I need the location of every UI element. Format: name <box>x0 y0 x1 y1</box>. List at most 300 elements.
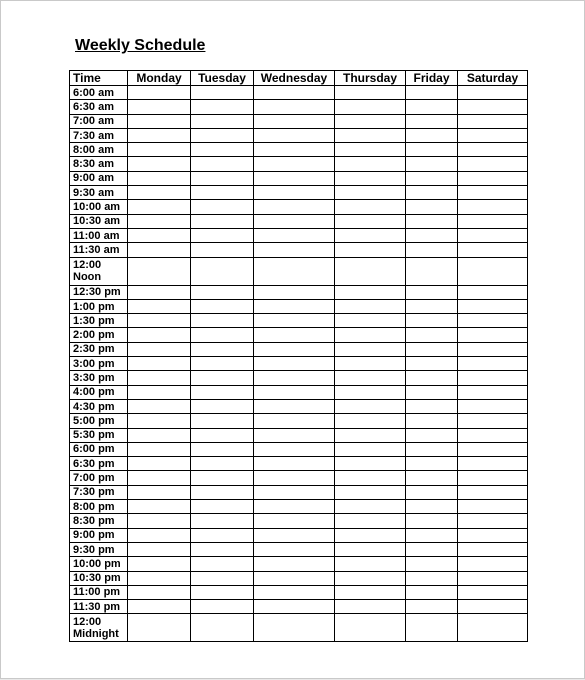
time-slot-text: 9:30 am <box>73 186 114 199</box>
table-row <box>70 557 528 571</box>
schedule-cell-thursday[interactable] <box>335 585 406 599</box>
schedule-cell-tuesday[interactable] <box>191 371 254 385</box>
column-header-tuesday: Tuesday <box>191 71 254 86</box>
schedule-cell-friday[interactable] <box>406 385 458 399</box>
schedule-cell-saturday[interactable] <box>458 428 528 442</box>
table-row <box>70 414 528 428</box>
schedule-cell-wednesday[interactable] <box>254 128 335 142</box>
schedule-cell-tuesday[interactable] <box>191 257 254 285</box>
column-header-time: Time <box>70 71 128 86</box>
schedule-cell-saturday[interactable] <box>458 485 528 499</box>
table-row <box>70 143 528 157</box>
schedule-cell-saturday[interactable] <box>458 299 528 313</box>
time-slot-label <box>70 157 128 171</box>
schedule-cell-monday[interactable] <box>128 557 191 571</box>
time-slot-text: 10:30 pm <box>73 572 121 585</box>
table-row <box>70 214 528 228</box>
table-row <box>70 285 528 299</box>
schedule-cell-monday[interactable] <box>128 585 191 599</box>
schedule-cell-thursday[interactable] <box>335 414 406 428</box>
schedule-cell-saturday[interactable] <box>458 571 528 585</box>
schedule-cell-tuesday[interactable] <box>191 299 254 313</box>
schedule-cell-tuesday[interactable] <box>191 186 254 200</box>
schedule-cell-wednesday[interactable] <box>254 214 335 228</box>
schedule-cell-friday[interactable] <box>406 500 458 514</box>
schedule-cell-saturday[interactable] <box>458 171 528 185</box>
schedule-cell-tuesday[interactable] <box>191 228 254 242</box>
schedule-cell-saturday[interactable] <box>458 100 528 114</box>
table-row <box>70 514 528 528</box>
schedule-cell-wednesday[interactable] <box>254 285 335 299</box>
schedule-cell-saturday[interactable] <box>458 86 528 100</box>
table-row <box>70 342 528 356</box>
schedule-cell-friday[interactable] <box>406 485 458 499</box>
schedule-cell-thursday[interactable] <box>335 457 406 471</box>
time-slot-text: 8:00 am <box>73 143 114 156</box>
time-slot-label <box>70 542 128 556</box>
time-slot-label <box>70 614 128 642</box>
time-slot-label <box>70 143 128 157</box>
time-slot-label <box>70 114 128 128</box>
time-slot-label <box>70 314 128 328</box>
schedule-cell-friday[interactable] <box>406 214 458 228</box>
schedule-cell-wednesday[interactable] <box>254 228 335 242</box>
time-slot-label <box>70 485 128 499</box>
time-slot-text: 7:30 am <box>73 129 114 142</box>
schedule-cell-friday[interactable] <box>406 428 458 442</box>
schedule-cell-friday[interactable] <box>406 243 458 257</box>
schedule-cell-tuesday[interactable] <box>191 399 254 413</box>
schedule-cell-thursday[interactable] <box>335 371 406 385</box>
schedule-cell-friday[interactable] <box>406 514 458 528</box>
schedule-cell-wednesday[interactable] <box>254 428 335 442</box>
schedule-cell-saturday[interactable] <box>458 500 528 514</box>
time-slot-label <box>70 385 128 399</box>
schedule-cell-monday[interactable] <box>128 86 191 100</box>
schedule-cell-saturday[interactable] <box>458 471 528 485</box>
schedule-cell-saturday[interactable] <box>458 328 528 342</box>
schedule-cell-saturday[interactable] <box>458 243 528 257</box>
schedule-cell-tuesday[interactable] <box>191 243 254 257</box>
time-slot-label <box>70 500 128 514</box>
time-slot-label <box>70 414 128 428</box>
time-slot-label <box>70 243 128 257</box>
schedule-cell-friday[interactable] <box>406 342 458 356</box>
time-slot-text: 10:30 am <box>73 215 121 228</box>
schedule-cell-friday[interactable] <box>406 414 458 428</box>
schedule-cell-thursday[interactable] <box>335 342 406 356</box>
schedule-cell-saturday[interactable] <box>458 214 528 228</box>
schedule-cell-friday[interactable] <box>406 114 458 128</box>
schedule-cell-wednesday[interactable] <box>254 157 335 171</box>
schedule-cell-friday[interactable] <box>406 157 458 171</box>
schedule-cell-monday[interactable] <box>128 214 191 228</box>
schedule-cell-wednesday[interactable] <box>254 243 335 257</box>
time-slot-label <box>70 442 128 456</box>
schedule-cell-monday[interactable] <box>128 514 191 528</box>
time-slot-label <box>70 371 128 385</box>
schedule-cell-wednesday[interactable] <box>254 585 335 599</box>
schedule-cell-tuesday[interactable] <box>191 100 254 114</box>
schedule-cell-monday[interactable] <box>128 114 191 128</box>
schedule-cell-saturday[interactable] <box>458 585 528 599</box>
schedule-cell-thursday[interactable] <box>335 514 406 528</box>
schedule-cell-tuesday[interactable] <box>191 342 254 356</box>
schedule-cell-friday[interactable] <box>406 186 458 200</box>
schedule-cell-monday[interactable] <box>128 571 191 585</box>
table-row <box>70 100 528 114</box>
time-slot-label <box>70 471 128 485</box>
schedule-cell-tuesday[interactable] <box>191 600 254 614</box>
schedule-cell-saturday[interactable] <box>458 314 528 328</box>
schedule-cell-friday[interactable] <box>406 614 458 642</box>
schedule-cell-wednesday[interactable] <box>254 571 335 585</box>
time-slot-label <box>70 357 128 371</box>
weekly-schedule-table <box>69 70 528 642</box>
schedule-cell-friday[interactable] <box>406 128 458 142</box>
schedule-cell-thursday[interactable] <box>335 299 406 313</box>
time-slot-label <box>70 399 128 413</box>
time-slot-text: 11:30 pm <box>73 600 121 613</box>
schedule-cell-thursday[interactable] <box>335 485 406 499</box>
schedule-cell-monday[interactable] <box>128 143 191 157</box>
schedule-cell-tuesday[interactable] <box>191 200 254 214</box>
schedule-cell-wednesday[interactable] <box>254 143 335 157</box>
time-slot-label <box>70 328 128 342</box>
time-slot-text: 6:00 am <box>73 86 114 99</box>
schedule-cell-friday[interactable] <box>406 471 458 485</box>
schedule-cell-friday[interactable] <box>406 228 458 242</box>
table-row <box>70 228 528 242</box>
schedule-cell-saturday[interactable] <box>458 285 528 299</box>
schedule-cell-thursday[interactable] <box>335 600 406 614</box>
schedule-cell-thursday[interactable] <box>335 471 406 485</box>
table-row <box>70 171 528 185</box>
schedule-cell-tuesday[interactable] <box>191 214 254 228</box>
schedule-cell-friday[interactable] <box>406 143 458 157</box>
schedule-cell-saturday[interactable] <box>458 557 528 571</box>
column-header-wednesday: Wednesday <box>254 71 335 86</box>
schedule-cell-wednesday[interactable] <box>254 257 335 285</box>
schedule-cell-monday[interactable] <box>128 542 191 556</box>
schedule-cell-wednesday[interactable] <box>254 186 335 200</box>
schedule-cell-wednesday[interactable] <box>254 385 335 399</box>
time-slot-label <box>70 528 128 542</box>
schedule-cell-wednesday[interactable] <box>254 371 335 385</box>
schedule-cell-wednesday[interactable] <box>254 299 335 313</box>
column-header-thursday: Thursday <box>335 71 406 86</box>
schedule-cell-friday[interactable] <box>406 100 458 114</box>
schedule-cell-tuesday[interactable] <box>191 86 254 100</box>
time-slot-label <box>70 171 128 185</box>
table-row <box>70 500 528 514</box>
schedule-cell-saturday[interactable] <box>458 157 528 171</box>
schedule-cell-tuesday[interactable] <box>191 471 254 485</box>
schedule-cell-saturday[interactable] <box>458 542 528 556</box>
time-slot-label <box>70 228 128 242</box>
schedule-cell-thursday[interactable] <box>335 143 406 157</box>
schedule-cell-friday[interactable] <box>406 299 458 313</box>
schedule-cell-monday[interactable] <box>128 128 191 142</box>
schedule-cell-saturday[interactable] <box>458 128 528 142</box>
schedule-cell-monday[interactable] <box>128 457 191 471</box>
time-slot-text: 3:30 pm <box>73 371 115 384</box>
column-header-monday: Monday <box>128 71 191 86</box>
time-slot-text: 9:30 pm <box>73 543 115 556</box>
schedule-cell-friday[interactable] <box>406 328 458 342</box>
schedule-cell-tuesday[interactable] <box>191 328 254 342</box>
schedule-cell-tuesday[interactable] <box>191 500 254 514</box>
schedule-cell-monday[interactable] <box>128 442 191 456</box>
schedule-cell-monday[interactable] <box>128 414 191 428</box>
schedule-cell-tuesday[interactable] <box>191 442 254 456</box>
time-slot-label <box>70 585 128 599</box>
schedule-cell-wednesday[interactable] <box>254 457 335 471</box>
schedule-cell-wednesday[interactable] <box>254 399 335 413</box>
schedule-cell-monday[interactable] <box>128 157 191 171</box>
schedule-cell-tuesday[interactable] <box>191 171 254 185</box>
table-row <box>70 385 528 399</box>
schedule-cell-monday[interactable] <box>128 528 191 542</box>
schedule-cell-friday[interactable] <box>406 542 458 556</box>
schedule-cell-tuesday[interactable] <box>191 414 254 428</box>
schedule-cell-thursday[interactable] <box>335 528 406 542</box>
schedule-cell-saturday[interactable] <box>458 385 528 399</box>
schedule-cell-monday[interactable] <box>128 285 191 299</box>
table-row <box>70 314 528 328</box>
schedule-cell-monday[interactable] <box>128 399 191 413</box>
schedule-cell-saturday[interactable] <box>458 614 528 642</box>
schedule-cell-monday[interactable] <box>128 614 191 642</box>
schedule-cell-friday[interactable] <box>406 457 458 471</box>
table-row <box>70 328 528 342</box>
schedule-cell-tuesday[interactable] <box>191 128 254 142</box>
schedule-cell-thursday[interactable] <box>335 357 406 371</box>
schedule-cell-saturday[interactable] <box>458 342 528 356</box>
time-slot-label <box>70 428 128 442</box>
schedule-cell-wednesday[interactable] <box>254 542 335 556</box>
schedule-cell-wednesday[interactable] <box>254 171 335 185</box>
schedule-cell-thursday[interactable] <box>335 557 406 571</box>
schedule-cell-tuesday[interactable] <box>191 614 254 642</box>
schedule-cell-saturday[interactable] <box>458 442 528 456</box>
schedule-cell-tuesday[interactable] <box>191 385 254 399</box>
table-row <box>70 257 528 285</box>
table-row <box>70 299 528 313</box>
schedule-cell-friday[interactable] <box>406 399 458 413</box>
schedule-cell-friday[interactable] <box>406 585 458 599</box>
schedule-cell-tuesday[interactable] <box>191 557 254 571</box>
schedule-cell-wednesday[interactable] <box>254 442 335 456</box>
schedule-cell-tuesday[interactable] <box>191 542 254 556</box>
schedule-cell-saturday[interactable] <box>458 357 528 371</box>
schedule-cell-saturday[interactable] <box>458 257 528 285</box>
schedule-cell-thursday[interactable] <box>335 614 406 642</box>
schedule-cell-friday[interactable] <box>406 528 458 542</box>
time-slot-text: 8:00 pm <box>73 500 115 513</box>
schedule-cell-thursday[interactable] <box>335 157 406 171</box>
time-slot-label <box>70 100 128 114</box>
schedule-cell-monday[interactable] <box>128 299 191 313</box>
time-slot-label <box>70 571 128 585</box>
time-slot-text: 10:00 am <box>73 201 121 214</box>
schedule-cell-thursday[interactable] <box>335 428 406 442</box>
schedule-cell-monday[interactable] <box>128 485 191 499</box>
schedule-cell-monday[interactable] <box>128 100 191 114</box>
schedule-cell-monday[interactable] <box>128 357 191 371</box>
schedule-cell-friday[interactable] <box>406 371 458 385</box>
schedule-cell-wednesday[interactable] <box>254 328 335 342</box>
schedule-cell-monday[interactable] <box>128 186 191 200</box>
schedule-cell-thursday[interactable] <box>335 257 406 285</box>
schedule-cell-saturday[interactable] <box>458 528 528 542</box>
schedule-cell-tuesday[interactable] <box>191 528 254 542</box>
time-slot-text: 4:30 pm <box>73 400 115 413</box>
table-row <box>70 600 528 614</box>
time-slot-text: 11:00 pm <box>73 586 121 599</box>
schedule-cell-friday[interactable] <box>406 86 458 100</box>
time-slot-text: 12:00 <box>73 259 102 272</box>
schedule-cell-friday[interactable] <box>406 200 458 214</box>
schedule-cell-monday[interactable] <box>128 200 191 214</box>
schedule-cell-wednesday[interactable] <box>254 557 335 571</box>
schedule-cell-thursday[interactable] <box>335 442 406 456</box>
schedule-cell-thursday[interactable] <box>335 542 406 556</box>
schedule-cell-friday[interactable] <box>406 600 458 614</box>
schedule-cell-tuesday[interactable] <box>191 157 254 171</box>
schedule-cell-wednesday[interactable] <box>254 600 335 614</box>
schedule-cell-thursday[interactable] <box>335 500 406 514</box>
schedule-cell-saturday[interactable] <box>458 414 528 428</box>
schedule-cell-saturday[interactable] <box>458 371 528 385</box>
schedule-cell-thursday[interactable] <box>335 314 406 328</box>
schedule-cell-thursday[interactable] <box>335 114 406 128</box>
schedule-cell-thursday[interactable] <box>335 171 406 185</box>
schedule-cell-tuesday[interactable] <box>191 457 254 471</box>
schedule-cell-tuesday[interactable] <box>191 285 254 299</box>
time-slot-text: 1:30 pm <box>73 314 115 327</box>
time-slot-label <box>70 457 128 471</box>
schedule-cell-wednesday[interactable] <box>254 528 335 542</box>
schedule-cell-wednesday[interactable] <box>254 500 335 514</box>
schedule-cell-tuesday[interactable] <box>191 314 254 328</box>
schedule-cell-thursday[interactable] <box>335 385 406 399</box>
schedule-cell-wednesday[interactable] <box>254 471 335 485</box>
schedule-cell-thursday[interactable] <box>335 285 406 299</box>
schedule-cell-friday[interactable] <box>406 314 458 328</box>
schedule-cell-friday[interactable] <box>406 257 458 285</box>
schedule-cell-thursday[interactable] <box>335 328 406 342</box>
schedule-cell-tuesday[interactable] <box>191 357 254 371</box>
schedule-cell-wednesday[interactable] <box>254 357 335 371</box>
time-slot-text: 12:30 pm <box>73 286 121 299</box>
schedule-cell-wednesday[interactable] <box>254 414 335 428</box>
schedule-cell-monday[interactable] <box>128 228 191 242</box>
schedule-cell-wednesday[interactable] <box>254 485 335 499</box>
schedule-cell-monday[interactable] <box>128 385 191 399</box>
table-row <box>70 585 528 599</box>
schedule-cell-monday[interactable] <box>128 600 191 614</box>
time-slot-text: 6:30 am <box>73 100 114 113</box>
schedule-cell-thursday[interactable] <box>335 200 406 214</box>
time-slot-label <box>70 342 128 356</box>
time-slot-text-line2: Noon <box>73 271 102 284</box>
schedule-cell-tuesday[interactable] <box>191 485 254 499</box>
schedule-cell-tuesday[interactable] <box>191 514 254 528</box>
schedule-cell-saturday[interactable] <box>458 200 528 214</box>
time-slot-text: 3:00 pm <box>73 357 115 370</box>
schedule-cell-tuesday[interactable] <box>191 114 254 128</box>
schedule-cell-monday[interactable] <box>128 371 191 385</box>
column-header-saturday: Saturday <box>458 71 528 86</box>
schedule-cell-thursday[interactable] <box>335 214 406 228</box>
schedule-cell-wednesday[interactable] <box>254 614 335 642</box>
schedule-cell-thursday[interactable] <box>335 186 406 200</box>
schedule-cell-saturday[interactable] <box>458 228 528 242</box>
schedule-cell-saturday[interactable] <box>458 399 528 413</box>
schedule-cell-saturday[interactable] <box>458 514 528 528</box>
time-slot-text: 9:00 am <box>73 172 114 185</box>
schedule-cell-monday[interactable] <box>128 342 191 356</box>
schedule-cell-tuesday[interactable] <box>191 143 254 157</box>
schedule-cell-monday[interactable] <box>128 314 191 328</box>
schedule-cell-wednesday[interactable] <box>254 114 335 128</box>
schedule-cell-wednesday[interactable] <box>254 86 335 100</box>
schedule-cell-friday[interactable] <box>406 285 458 299</box>
schedule-cell-saturday[interactable] <box>458 457 528 471</box>
schedule-cell-thursday[interactable] <box>335 100 406 114</box>
schedule-cell-monday[interactable] <box>128 257 191 285</box>
schedule-cell-thursday[interactable] <box>335 571 406 585</box>
schedule-cell-saturday[interactable] <box>458 114 528 128</box>
schedule-cell-wednesday[interactable] <box>254 200 335 214</box>
schedule-cell-tuesday[interactable] <box>191 585 254 599</box>
time-slot-label <box>70 128 128 142</box>
schedule-cell-wednesday[interactable] <box>254 342 335 356</box>
schedule-cell-thursday[interactable] <box>335 128 406 142</box>
table-row <box>70 243 528 257</box>
schedule-cell-tuesday[interactable] <box>191 428 254 442</box>
schedule-cell-friday[interactable] <box>406 442 458 456</box>
schedule-cell-wednesday[interactable] <box>254 314 335 328</box>
schedule-cell-saturday[interactable] <box>458 143 528 157</box>
schedule-cell-thursday[interactable] <box>335 243 406 257</box>
table-row <box>70 128 528 142</box>
schedule-cell-friday[interactable] <box>406 171 458 185</box>
schedule-cell-friday[interactable] <box>406 571 458 585</box>
time-slot-text: 5:00 pm <box>73 414 115 427</box>
time-slot-text: 6:00 pm <box>73 443 115 456</box>
schedule-cell-saturday[interactable] <box>458 600 528 614</box>
schedule-cell-friday[interactable] <box>406 557 458 571</box>
schedule-cell-monday[interactable] <box>128 428 191 442</box>
schedule-cell-thursday[interactable] <box>335 86 406 100</box>
schedule-cell-monday[interactable] <box>128 471 191 485</box>
schedule-cell-thursday[interactable] <box>335 399 406 413</box>
schedule-cell-monday[interactable] <box>128 500 191 514</box>
time-slot-label <box>70 557 128 571</box>
schedule-cell-thursday[interactable] <box>335 228 406 242</box>
schedule-cell-saturday[interactable] <box>458 186 528 200</box>
schedule-cell-wednesday[interactable] <box>254 514 335 528</box>
schedule-cell-friday[interactable] <box>406 357 458 371</box>
time-slot-label <box>70 285 128 299</box>
schedule-cell-monday[interactable] <box>128 243 191 257</box>
schedule-cell-monday[interactable] <box>128 328 191 342</box>
schedule-cell-monday[interactable] <box>128 171 191 185</box>
schedule-cell-tuesday[interactable] <box>191 571 254 585</box>
schedule-cell-wednesday[interactable] <box>254 100 335 114</box>
